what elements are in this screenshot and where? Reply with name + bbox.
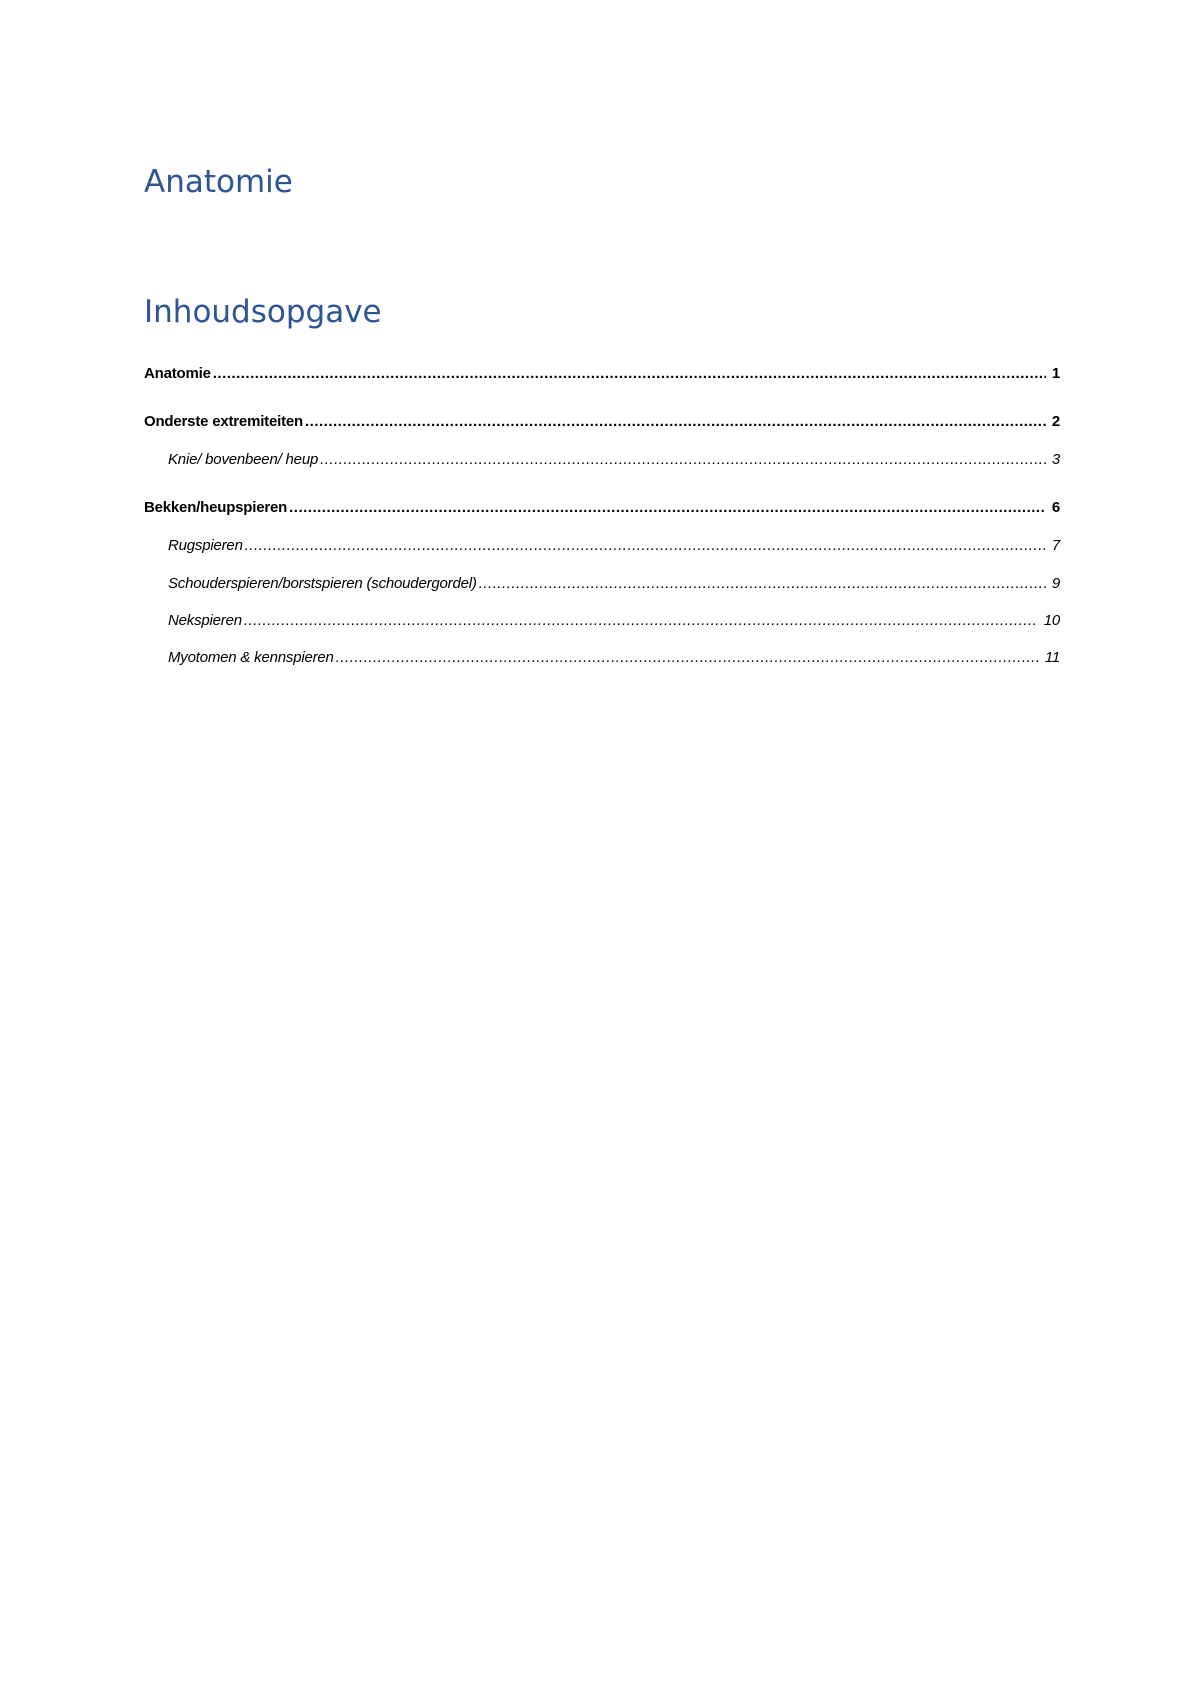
document-title: Anatomie xyxy=(144,164,293,200)
toc-page-number: 11 xyxy=(1044,649,1060,666)
toc-dot-leader xyxy=(289,497,1046,519)
toc-page-number: 3 xyxy=(1051,451,1060,468)
toc-heading: Inhoudsopgave xyxy=(144,294,382,330)
toc-entry-rugspieren[interactable] xyxy=(144,535,1060,557)
toc-page-number: 6 xyxy=(1051,499,1060,516)
toc-entry-label: Bekken/heupspieren xyxy=(144,499,288,516)
toc-entry-knie-bovenbeen-heup[interactable] xyxy=(144,449,1060,471)
toc-dot-leader xyxy=(336,647,1039,669)
toc-dot-leader xyxy=(245,535,1046,557)
toc-page-number: 7 xyxy=(1051,537,1060,554)
toc-page-number: 1 xyxy=(1051,365,1060,382)
toc-entry-label: Onderste extremiteiten xyxy=(144,413,303,430)
toc-dot-leader xyxy=(320,449,1046,471)
toc-dot-leader xyxy=(305,411,1046,433)
toc-entry-myotomen-kennspieren[interactable] xyxy=(144,647,1060,669)
toc-entry-label: Nekspieren xyxy=(168,612,242,629)
toc-entry-onderste-extremiteiten[interactable] xyxy=(144,411,1060,433)
toc-entry-bekken-heupspieren[interactable] xyxy=(144,497,1060,519)
toc-entry-label: Myotomen & kennspieren xyxy=(168,649,334,666)
toc-dot-leader xyxy=(244,610,1038,632)
toc-entry-schouderspieren-borstspieren[interactable] xyxy=(144,573,1060,595)
toc-entry-label: Schouderspieren/borstspieren (schoudergordel) xyxy=(168,575,477,592)
toc-entry-label: Knie/ bovenbeen/ heup xyxy=(168,451,319,468)
toc-entry-nekspieren[interactable] xyxy=(144,610,1060,632)
toc-dot-leader xyxy=(479,573,1046,595)
toc-page-number: 2 xyxy=(1051,413,1060,430)
toc-dot-leader xyxy=(213,363,1046,385)
toc-page-number: 9 xyxy=(1051,575,1060,592)
toc-entry-label: Anatomie xyxy=(144,365,211,382)
toc-page-number: 10 xyxy=(1043,612,1060,629)
toc-entry-anatomie[interactable] xyxy=(144,363,1060,385)
toc-entry-label: Rugspieren xyxy=(168,537,243,554)
